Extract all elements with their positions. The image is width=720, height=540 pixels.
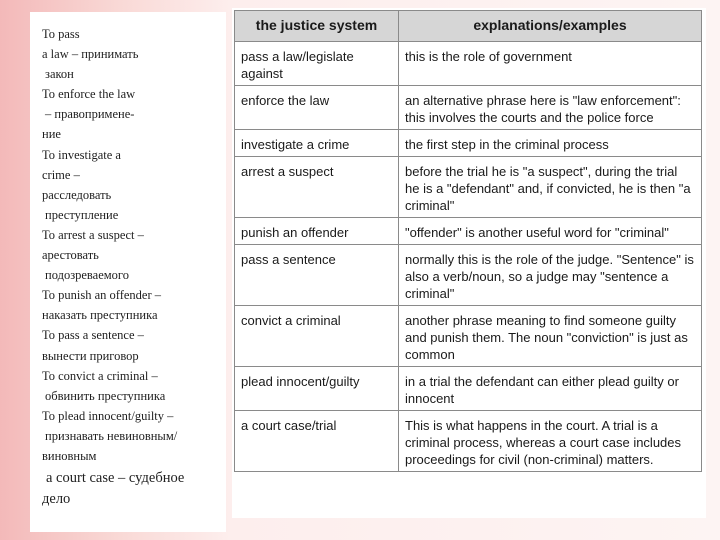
vocab-line: виновным <box>42 448 97 463</box>
table-row <box>235 157 702 218</box>
vocab-line: расследовать <box>42 187 112 202</box>
vocab-line: To enforce the law <box>42 87 136 102</box>
term-cell: enforce the law <box>235 86 399 130</box>
vocab-line: To investigate a <box>42 147 121 162</box>
vocab-line: To arrest a suspect – <box>42 227 144 242</box>
vocab-line: арестовать <box>42 248 99 263</box>
term-cell: pass a sentence <box>235 245 399 306</box>
vocab-line: To pass a sentence – <box>42 328 144 343</box>
vocabulary-panel <box>30 12 226 532</box>
explanation-cell: an alternative phrase here is "law enforcement": this involves the courts and the police force <box>399 86 702 130</box>
table-header-row <box>235 11 702 42</box>
vocab-line-large: дело <box>42 491 71 508</box>
table-row <box>235 367 702 411</box>
column-header-term: the justice system <box>235 11 399 42</box>
table-row <box>235 130 702 157</box>
vocab-line: признавать невиновным/ <box>45 428 178 443</box>
vocab-line: a law – принимать <box>42 47 139 62</box>
table-row <box>235 306 702 367</box>
term-cell: arrest a suspect <box>235 157 399 218</box>
vocab-line: To convict a criminal – <box>42 368 158 383</box>
vocab-line: подозреваемого <box>45 268 129 283</box>
explanation-cell: in a trial the defendant can either plead guilty or innocent <box>399 367 702 411</box>
vocabulary-list <box>42 24 222 510</box>
term-cell: convict a criminal <box>235 306 399 367</box>
vocab-line: crime – <box>42 167 80 182</box>
explanation-cell: before the trial he is "a suspect", during the trial he is a "defendant" and, if convicted, he is then "a criminal" <box>399 157 702 218</box>
vocab-line-large: a court case – судебное <box>46 470 185 487</box>
explanation-cell: another phrase meaning to find someone guilty and punish them. The noun "conviction" is just as common <box>399 306 702 367</box>
table-row <box>235 411 702 472</box>
explanation-cell: normally this is the role of the judge. "Sentence" is also a verb/noun, so a judge may "sentence a criminal" <box>399 245 702 306</box>
vocab-line: ние <box>42 127 61 142</box>
vocab-line: наказать преступника <box>42 308 158 323</box>
explanation-cell: this is the role of government <box>399 42 702 86</box>
vocab-line: To pass <box>42 27 80 41</box>
vocab-line: To punish an offender – <box>42 288 162 303</box>
explanation-cell: "offender" is another useful word for "criminal" <box>399 218 702 245</box>
justice-system-table <box>234 10 702 472</box>
table-row <box>235 42 702 86</box>
term-cell: a court case/trial <box>235 411 399 472</box>
column-header-explanation: explanations/examples <box>399 11 702 42</box>
table-row <box>235 245 702 306</box>
vocab-line: преступление <box>45 207 119 222</box>
term-cell: pass a law/legislate against <box>235 42 399 86</box>
vocab-line: закон <box>45 67 74 82</box>
vocab-line: – правопримене- <box>45 107 135 122</box>
term-cell: investigate a crime <box>235 130 399 157</box>
table-row <box>235 218 702 245</box>
vocab-line: To plead innocent/guilty – <box>42 408 174 423</box>
term-cell: plead innocent/guilty <box>235 367 399 411</box>
justice-table-panel <box>232 8 706 518</box>
table-row <box>235 86 702 130</box>
explanation-cell: the first step in the criminal process <box>399 130 702 157</box>
explanation-cell: This is what happens in the court. A trial is a criminal process, whereas a court case includes proceedings for civil (non-criminal) matters. <box>399 411 702 472</box>
vocab-line: обвинить преступника <box>45 388 166 403</box>
term-cell: punish an offender <box>235 218 399 245</box>
vocab-line: вынести приговор <box>42 348 139 363</box>
